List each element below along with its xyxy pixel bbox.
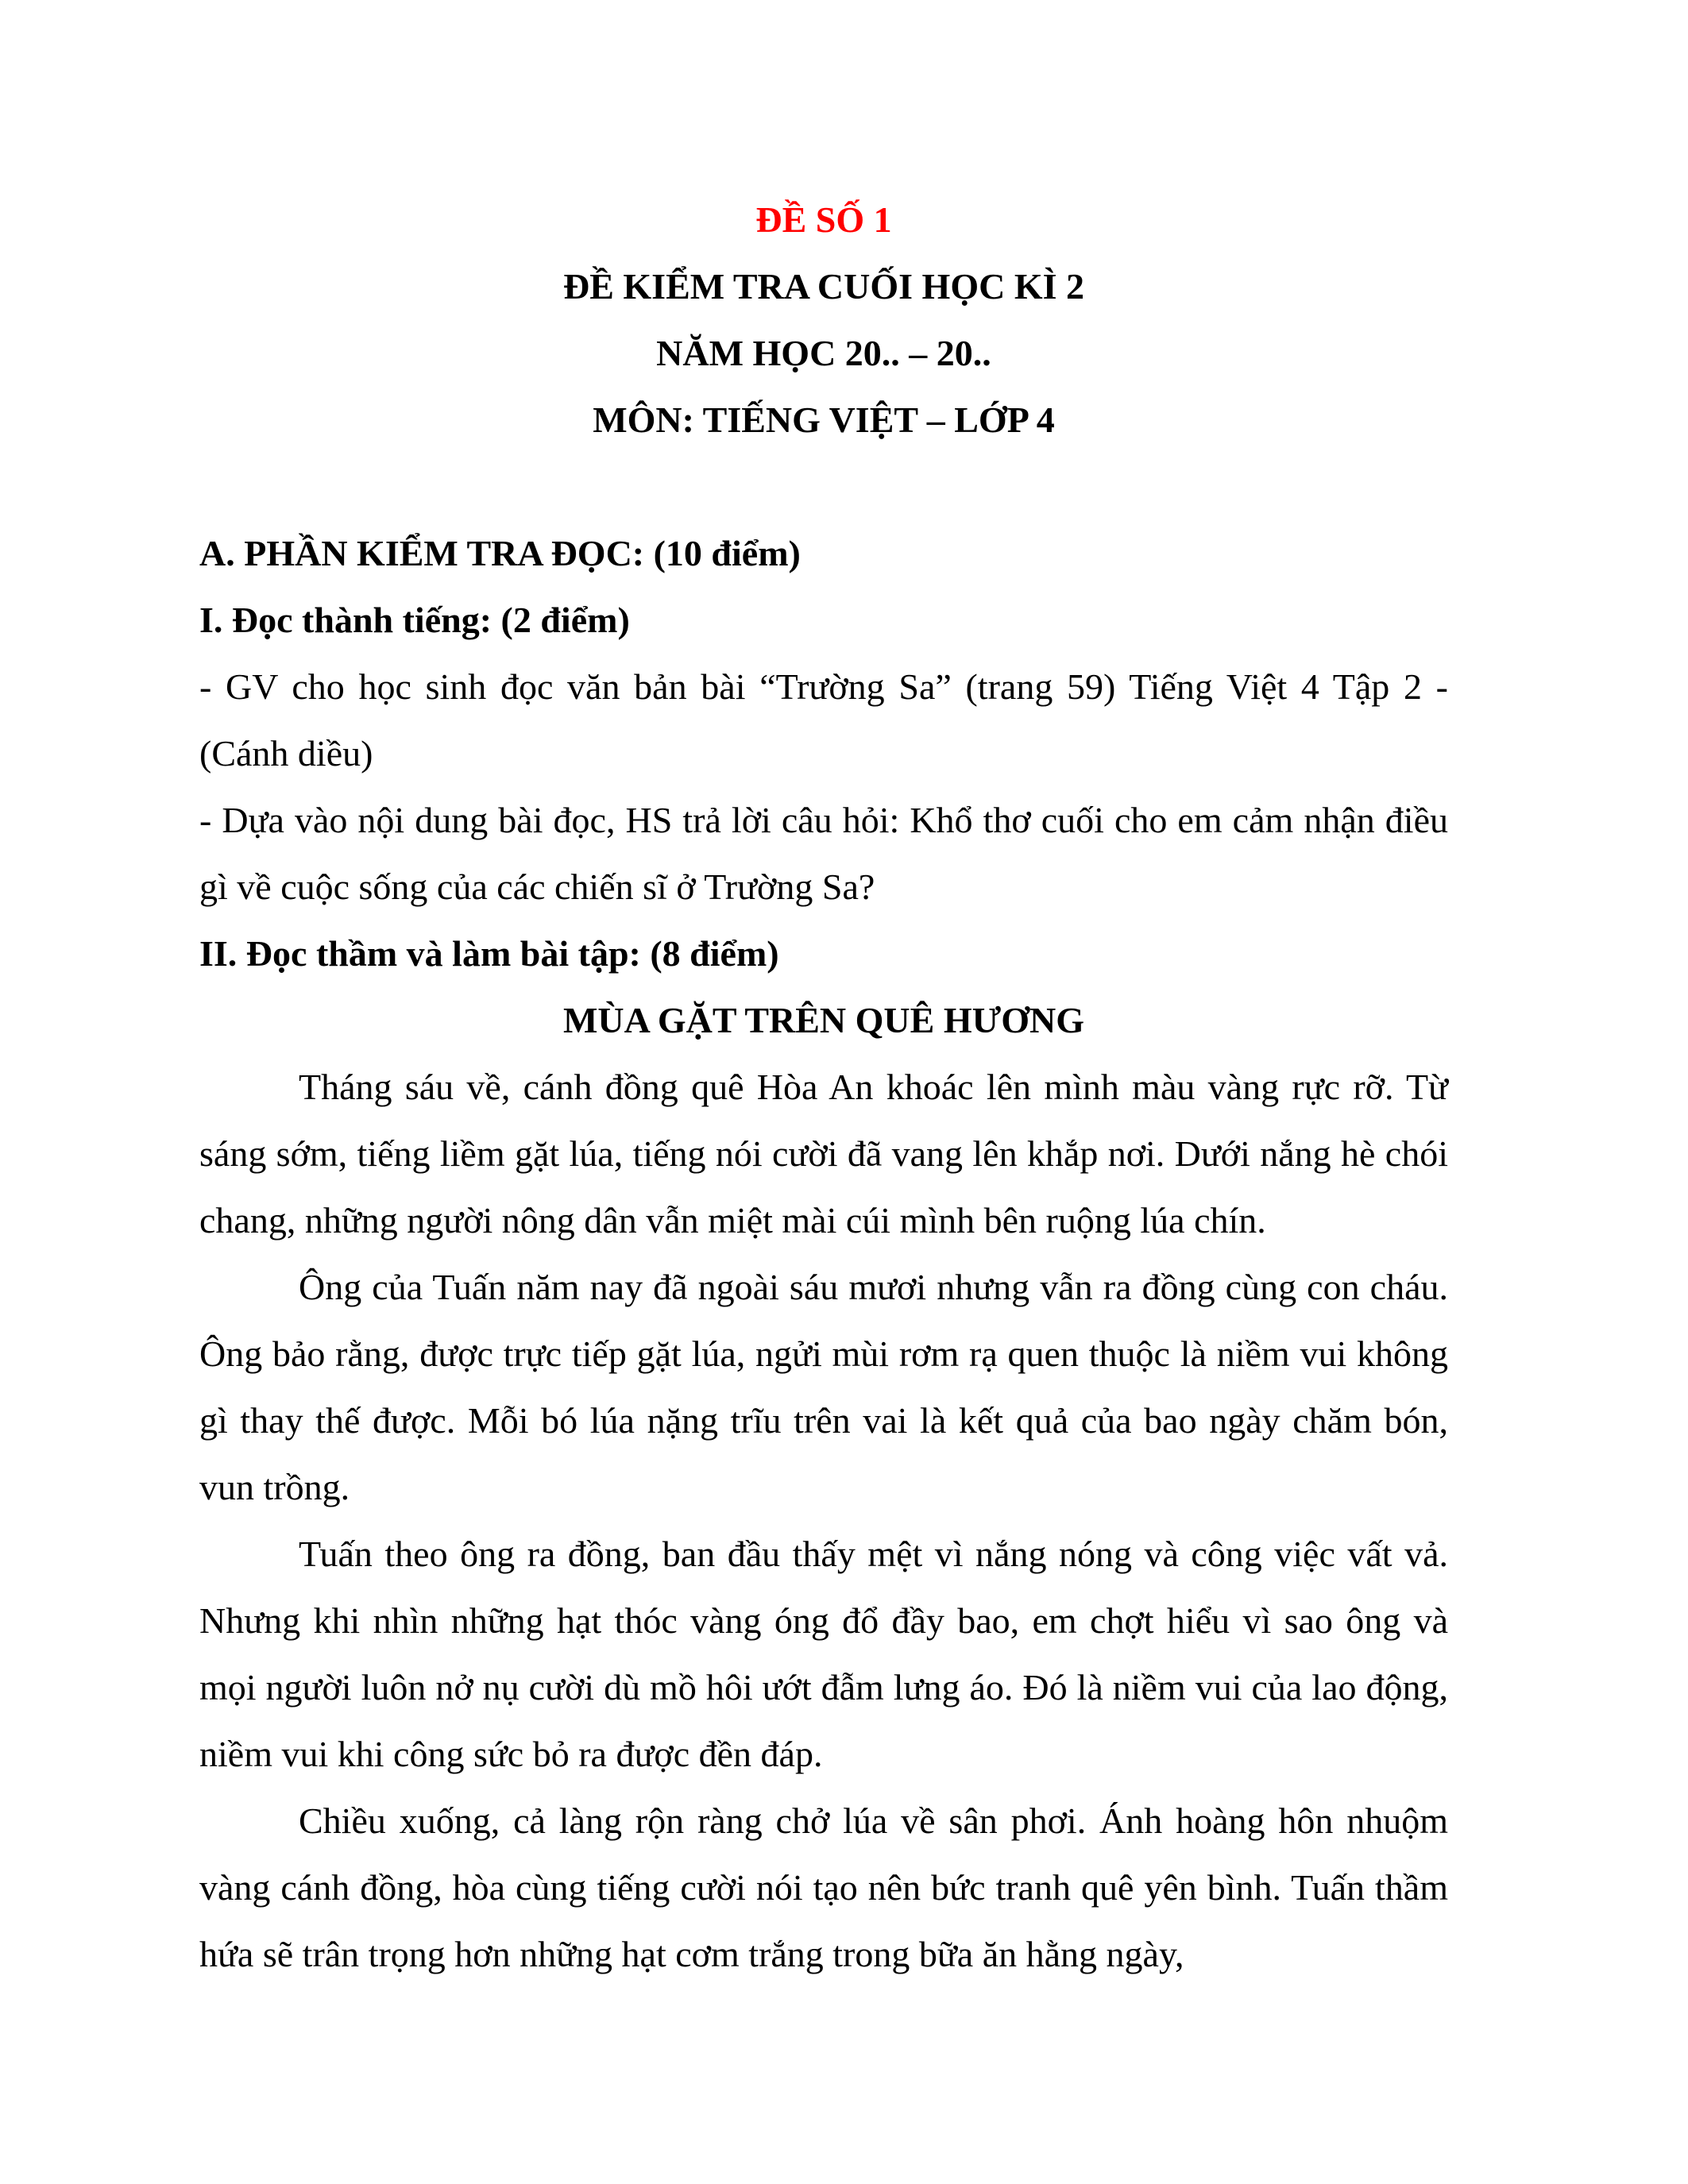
exam-number: ĐỀ SỐ 1 [755, 199, 892, 240]
reading-paragraph: Tuấn theo ông ra đồng, ban đầu thấy mệt vì nắng nóng và công việc vất vả. Nhưng khi nhìn những hạt thóc vàng óng đổ đầy bao, em chợt hiểu vì sao ông và mọi người luôn nở nụ cười dù mồ hôi ướt đẫm lưng áo. Đó là niềm vui của lao động, niềm vui khi công sức bỏ ra được đền đáp. [199, 1534, 1448, 1774]
document-page [199, 187, 1448, 1988]
school-year: NĂM HỌC 20.. – 20.. [656, 333, 991, 373]
part1-item: - GV cho học sinh đọc văn bản bài “Trường Sa” (trang 59) Tiếng Việt 4 Tập 2 - (Cánh diều) [199, 666, 1448, 774]
spacer [199, 453, 1448, 520]
part1-heading: I. Đọc thành tiếng: (2 điểm) [199, 600, 630, 640]
reading-paragraph: Chiều xuống, cả làng rộn ràng chở lúa về sân phơi. Ánh hoàng hôn nhuộm vàng cánh đồng, hòa cùng tiếng cười nói tạo nên bức tranh quê yên bình. Tuấn thầm hứa sẽ trân trọng hơn những hạt cơm trắng trong bữa ăn hằng ngày, [199, 1800, 1448, 1974]
part2-heading: II. Đọc thầm và làm bài tập: (8 điểm) [199, 933, 779, 974]
reading-paragraph: Tháng sáu về, cánh đồng quê Hòa An khoác lên mình màu vàng rực rỡ. Từ sáng sớm, tiếng liềm gặt lúa, tiếng nói cười đã vang lên khắp nơi. Dưới nắng hè chói chang, những người nông dân vẫn miệt mài cúi mình bên ruộng lúa chín. [199, 1067, 1448, 1241]
part1-item: - Dựa vào nội dung bài đọc, HS trả lời câu hỏi: Khổ thơ cuối cho em cảm nhận điều gì về cuộc sống của các chiến sĩ ở Trường Sa? [199, 800, 1448, 907]
exam-title: ĐỀ KIỂM TRA CUỐI HỌC KÌ 2 [562, 266, 1085, 307]
section-a-heading: A. PHẦN KIỂM TRA ĐỌC: (10 điểm) [199, 533, 801, 573]
reading-paragraph: Ông của Tuấn năm nay đã ngoài sáu mươi nhưng vẫn ra đồng cùng con cháu. Ông bảo rằng, được trực tiếp gặt lúa, ngửi mùi rơm rạ quen thuộc là niềm vui không gì thay thế được. Mỗi bó lúa nặng trĩu trên vai là kết quả của bao ngày chăm bón, vun trồng. [199, 1267, 1448, 1507]
reading-title: MÙA GẶT TRÊN QUÊ HƯƠNG [563, 1000, 1084, 1040]
subject: MÔN: TIẾNG VIỆT – LỚP 4 [593, 399, 1055, 440]
